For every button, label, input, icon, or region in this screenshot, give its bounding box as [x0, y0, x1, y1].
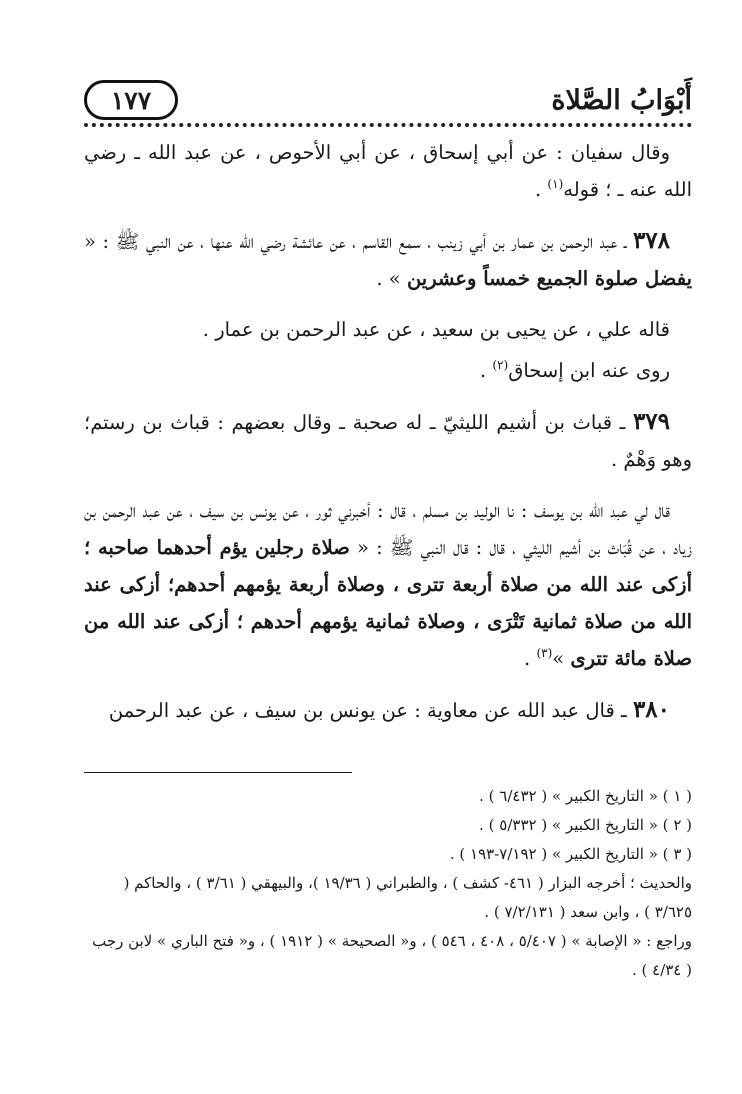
header-dotted-rule: [84, 123, 692, 127]
hadith-number: ٣٧٨: [632, 227, 670, 254]
footnote-separator: [84, 772, 352, 773]
paragraph-379-hadith: قال لي عبد الله بن يوسف : نا الوليد بن مسلم ، قال : أخبرني ثور ، عن يونس بن سيف ، عن عبد الرحمن بن زياد ، عن قُبَاث بن أشيم الليثي ، قال : قال النبي ﷺ : « صلاة رجلين يؤم أحدهما صاحبه ؛ أزكى عند الله من صلاة أربعة تترى ، وصلاة أربعة يؤمهم أحدهم؛ أزكى عند الله من صلاة ثمانية تَتْرَى ، وصلاة ثمانية يؤمهم أحدهم ؛ أزكى عند الله من صلاة مائة تترى »$^{(٣)}$ .: [84, 499, 692, 670]
hadith-378: ٣٧٨ ـ عبد الرحمن بن عمار بن أبي زينب ، سمع القاسم ، عن عائشة رضي الله عنها ، عن النبي ﷺ : « يفضل صلوة الجميع خمساً وعشرين » .: [84, 227, 692, 290]
paragraph-378-narration: قاله علي ، عن يحيى بن سعيد ، عن عبد الرحمن بن عمار .: [202, 318, 670, 341]
hadith-text-bold: صلاة رجلين يؤم أحدهما صاحبه ؛ أزكى عند الله من صلاة أربعة تترى ، وصلاة أربعة يؤمهم أحدهم؛ أزكى عند الله من صلاة ثمانية تَتْرَى ، وصلاة ثمانية يؤمهم أحدهم ؛ أزكى عند الله من صلاة مائة تترى: [84, 536, 692, 670]
footnote-ref-3: (٣): [536, 646, 553, 660]
running-title: أَبْوَابُ الصَّلاة: [551, 85, 692, 116]
footnote-2: ( ٢ ) « التاريخ الكبير » ( ٥/٣٣٢ ) .: [479, 816, 692, 834]
footnote-1: ( ١ ) « التاريخ الكبير » ( ٦/٤٣٢ ) .: [479, 787, 692, 805]
hadith-number: ٣٨٠: [632, 696, 670, 723]
footnote-ref-2: (٢): [492, 358, 509, 372]
page-number-badge: ١٧٧: [84, 80, 178, 120]
footnote-3-note-1: والحديث ؛ أخرجه البزار ( ٤٦١- كشف ) ، والطبراني ( ١٩/٣٦ )، والبيهقي ( ٣/٦١ ) ، والحاكم ( ٣/٦٢٥ ) ، وابن سعد ( ٧/٢/١٣١ ) .: [123, 874, 692, 921]
main-text: [84, 134, 692, 729]
footnote-3-note-2: وراجع : « الإصابة » ( ٥/٤٠٧ ، ٤٠٨ ، ٥٤٦ ) ، و« الصحيحة » ( ١٩١٢ ) ، و« فتح الباري » لابن رجب ( ٤/٣٤ ) .: [92, 932, 692, 979]
footnote-ref-1: (١): [547, 177, 564, 191]
hadith-number: ٣٧٩: [632, 408, 670, 435]
book-page: [84, 76, 692, 979]
hadith-text-bold: يفضل صلوة الجميع خمساً وعشرين: [406, 267, 692, 290]
paragraph-378-transmitter: روى عنه ابن إسحاق$^{(٢)}$ .: [479, 358, 670, 382]
footnote-3: ( ٣ ) « التاريخ الكبير » ( ٧/١٩٢-١٩٣ ) .: [449, 845, 692, 863]
page-header: [84, 76, 692, 130]
hadith-380: ٣٨٠ ـ قال عبد الله عن معاوية : عن يونس بن سيف ، عن عبد الرحمن: [108, 696, 670, 723]
paragraph-intro: وقال سفيان : عن أبي إسحاق ، عن أبي الأحوص ، عن عبد الله ـ رضي الله عنه ـ ؛ قوله$^{(١)}$ .: [84, 141, 692, 201]
hadith-379: ٣٧٩ ـ قباث بن أشيم الليثيّ ـ له صحبة ـ وقال بعضهم : قباث بن رستم؛ وهو وَهْمٌ .: [84, 408, 692, 471]
footnotes: [84, 782, 692, 985]
